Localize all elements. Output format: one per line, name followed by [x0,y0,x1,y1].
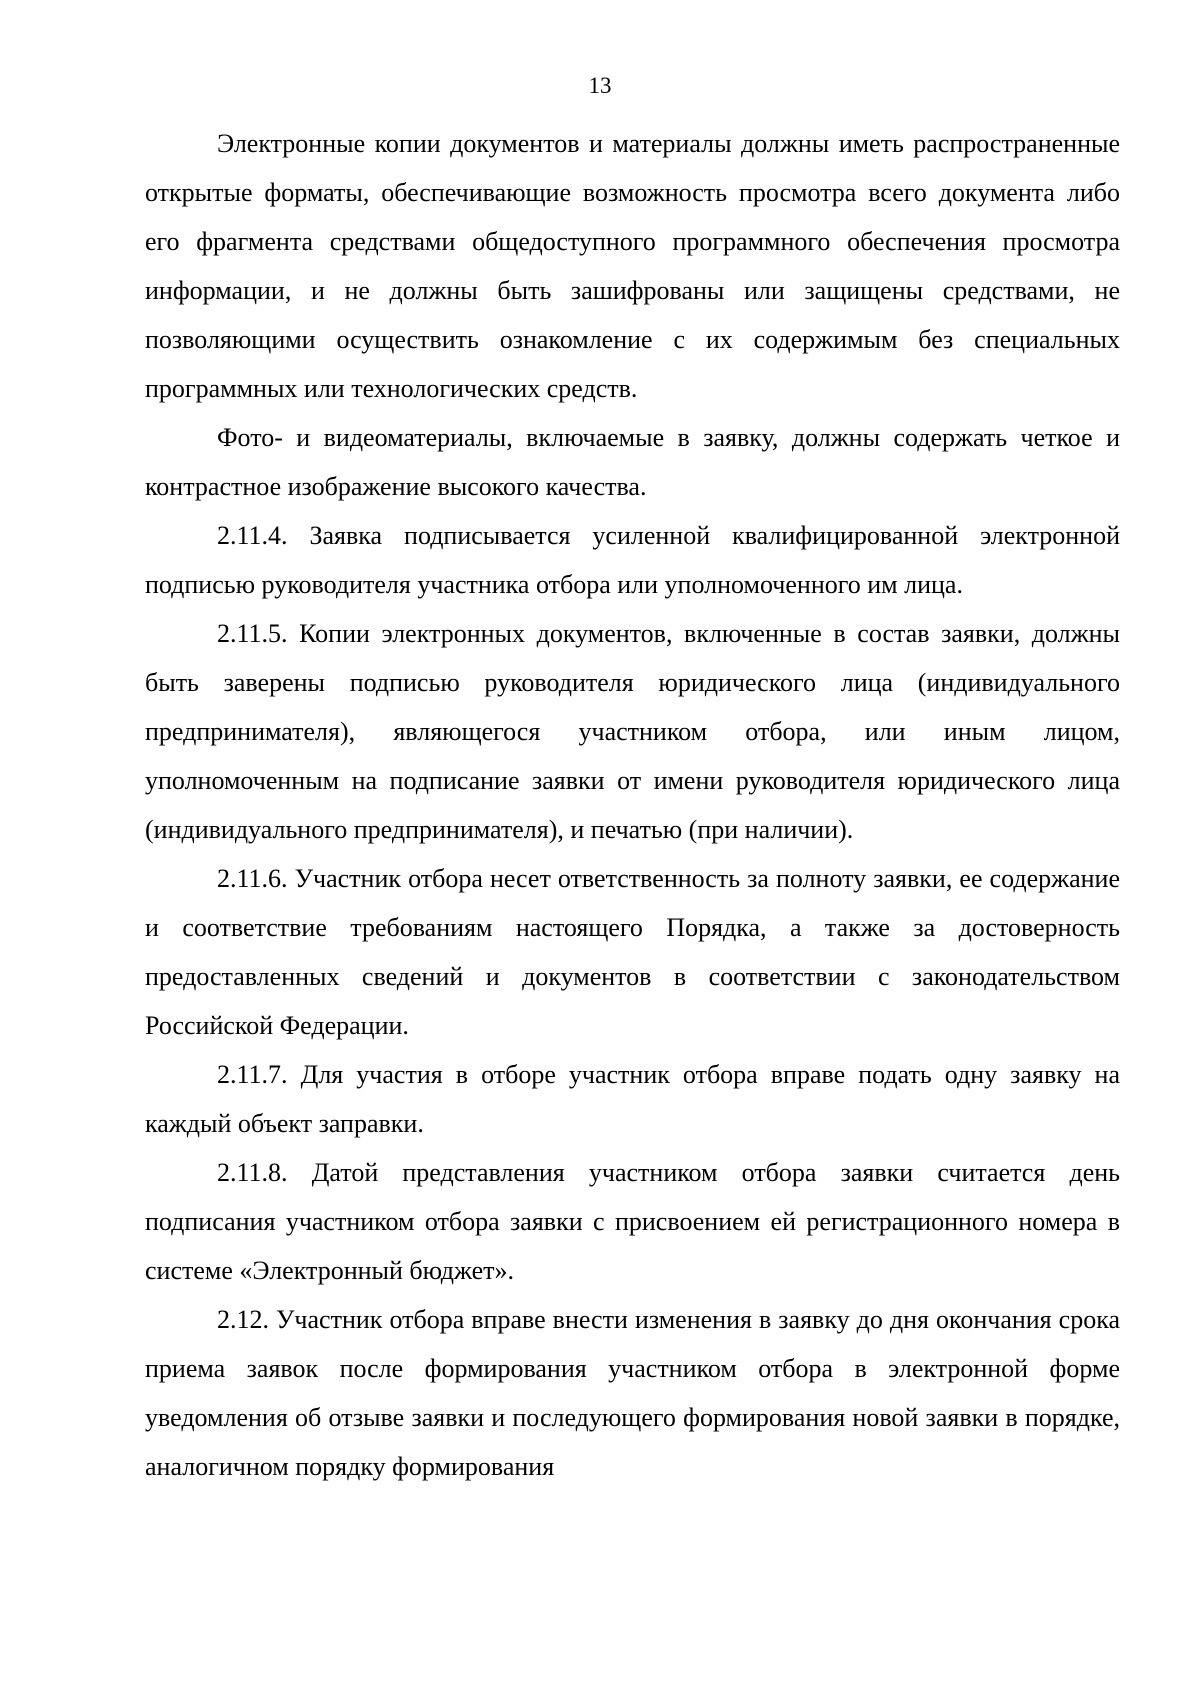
page-number: 13 [588,73,612,98]
paragraph-electronic-copies: Электронные копии документов и материалы должны иметь распространенные открытые форматы, обеспечивающие возможность просмотра всего документа либо его фрагмента средствами общедоступного программного обеспечения просмотра информации, и не должны быть зашифрованы или защищены средствами, не позволяющими осуществить ознакомление с их содержимым без специальных программных или технологических средств. [145,129,1120,403]
paragraph-2-11-5: 2.11.5. Копии электронных документов, включенные в состав заявки, должны быть заверены подписью руководителя юридического лица (индивидуального предпринимателя), являющегося участником отбора, или иным лицом, уполномоченным на подписание заявки от имени руководителя юридического лица (индивидуального предпринимателя), и печатью (при наличии). [145,619,1120,844]
paragraph-photo-video: Фото- и видеоматериалы, включаемые в заявку, должны содержать четкое и контрастное изображение высокого качества. [145,423,1120,501]
paragraph-2-11-8: 2.11.8. Датой представления участником отбора заявки считается день подписания участником отбора заявки с присвоением ей регистрационного номера в системе «Электронный бюджет». [145,1158,1120,1285]
document-body [145,119,1120,1491]
paragraph-2-11-7: 2.11.7. Для участия в отборе участник отбора вправе подать одну заявку на каждый объект заправки. [145,1060,1120,1138]
paragraph-2-12: 2.12. Участник отбора вправе внести изменения в заявку до дня окончания срока приема заявок после формирования участником отбора в электронной форме уведомления об отзыве заявки и последующего формирования новой заявки в порядке, аналогичном порядку формирования [145,1305,1120,1481]
paragraph-2-11-4: 2.11.4. Заявка подписывается усиленной квалифицированной электронной подписью руководителя участника отбора или уполномоченного им лица. [145,521,1120,599]
paragraph-2-11-6: 2.11.6. Участник отбора несет ответственность за полноту заявки, ее содержание и соответствие требованиям настоящего Порядка, а также за достоверность предоставленных сведений и документов в соответствии с законодательством Российской Федерации. [145,864,1120,1040]
